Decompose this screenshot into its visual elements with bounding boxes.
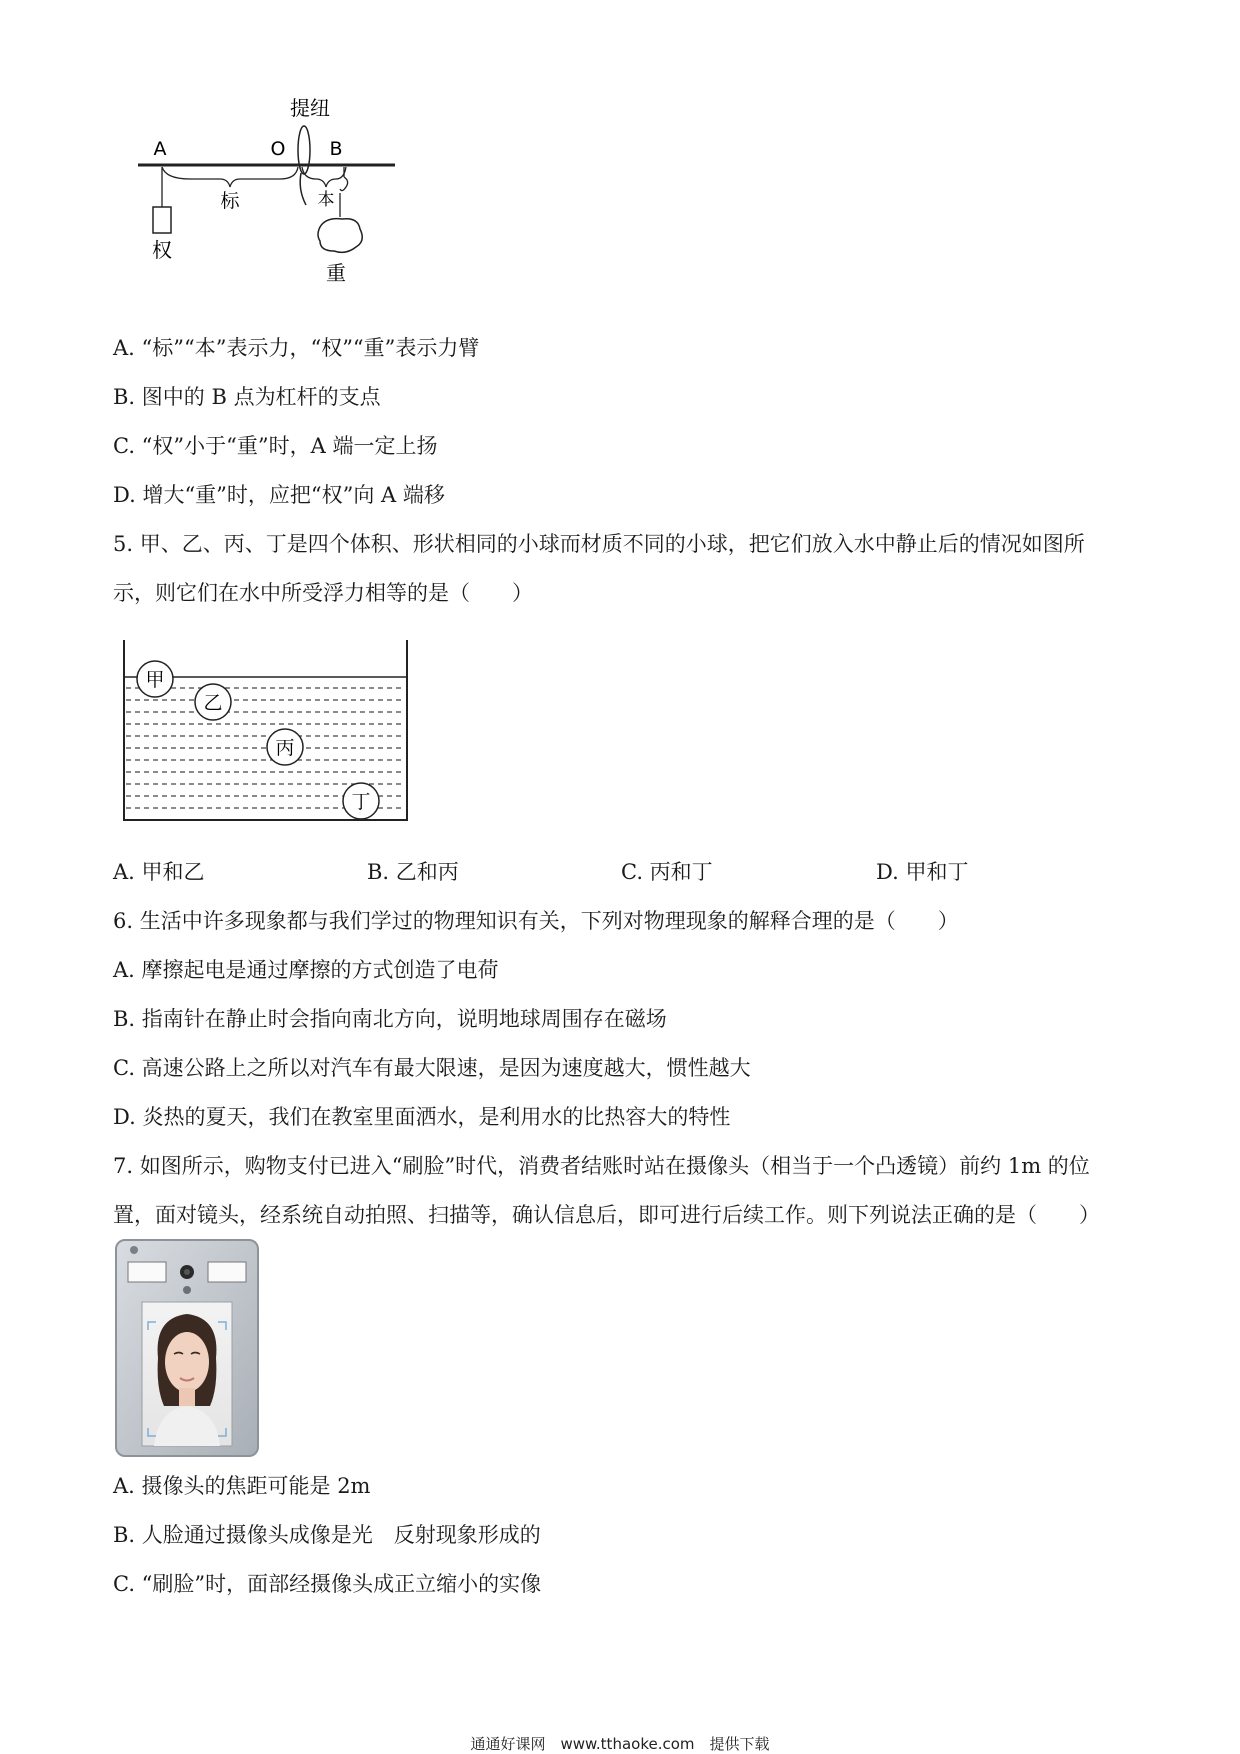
q4-option-a: A. “标”“本”表示力，“权”“重”表示力臂 — [113, 336, 480, 360]
q5-option-d: D. 甲和丁 — [876, 860, 969, 884]
page-footer: 通通好课网 www.tthaoke.com 提供下载 — [470, 1735, 770, 1753]
ball-ding: 丁 — [351, 791, 371, 813]
label-zhong: 重 — [326, 261, 346, 285]
q7-option-b: B. 人脸通过摄像头成像是光 反射现象形成的 — [113, 1523, 541, 1547]
q7-stem-line2: 置，面对镜头，经系统自动拍照、扫描等，确认信息后，即可进行后续工作。则下列说法正确的是（ ） — [113, 1203, 1100, 1227]
ball-jia: 甲 — [145, 669, 165, 691]
label-A: A — [153, 138, 167, 160]
ball-bing: 丙 — [275, 737, 295, 759]
q5-option-a: A. 甲和乙 — [113, 860, 205, 884]
q5-option-c: C. 丙和丁 — [621, 860, 713, 884]
q5-option-b: B. 乙和丙 — [367, 860, 459, 884]
steelyard-diagram — [130, 95, 410, 320]
label-O: O — [270, 138, 286, 160]
q7-option-a: A. 摄像头的焦距可能是 2m — [113, 1474, 371, 1498]
beaker-diagram — [115, 632, 415, 832]
label-ben: 本 — [317, 190, 335, 210]
q7-stem-line1: 7. 如图所示，购物支付已进入“刷脸”时代，消费者结账时站在摄像头（相当于一个凸透镜）前约 1m 的位 — [113, 1154, 1090, 1178]
q6-option-b: B. 指南针在静止时会指向南北方向，说明地球周围存在磁场 — [113, 1007, 667, 1031]
label-biao: 标 — [220, 190, 240, 212]
q6-option-d: D. 炎热的夏天，我们在教室里面洒水，是利用水的比热容大的特性 — [113, 1105, 731, 1129]
label-B: B — [329, 138, 343, 160]
q5-stem-line1: 5. 甲、乙、丙、丁是四个体积、形状相同的小球而材质不同的小球，把它们放入水中静止后的情况如图所 — [113, 532, 1085, 556]
label-quan: 权 — [152, 238, 172, 262]
q6-option-c: C. 高速公路上之所以对汽车有最大限速，是因为速度越大，惯性越大 — [113, 1056, 751, 1080]
q4-option-d: D. 增大“重”时，应把“权”向 A 端移 — [113, 483, 445, 507]
q6-option-a: A. 摩擦起电是通过摩擦的方式创造了电荷 — [113, 958, 499, 982]
q5-stem-line2: 示，则它们在水中所受浮力相等的是（ ） — [113, 581, 533, 605]
q7-option-c: C. “刷脸”时，面部经摄像头成正立缩小的实像 — [113, 1572, 542, 1596]
ball-yi: 乙 — [203, 692, 223, 714]
q4-option-c: C. “权”小于“重”时，A 端一定上扬 — [113, 434, 438, 458]
label-handle: 提纽 — [290, 96, 330, 120]
face-scanner-photo — [114, 1238, 260, 1458]
q6-stem: 6. 生活中许多现象都与我们学过的物理知识有关，下列对物理现象的解释合理的是（ ） — [113, 909, 959, 933]
q4-option-b: B. 图中的 B 点为杠杆的支点 — [113, 385, 381, 409]
